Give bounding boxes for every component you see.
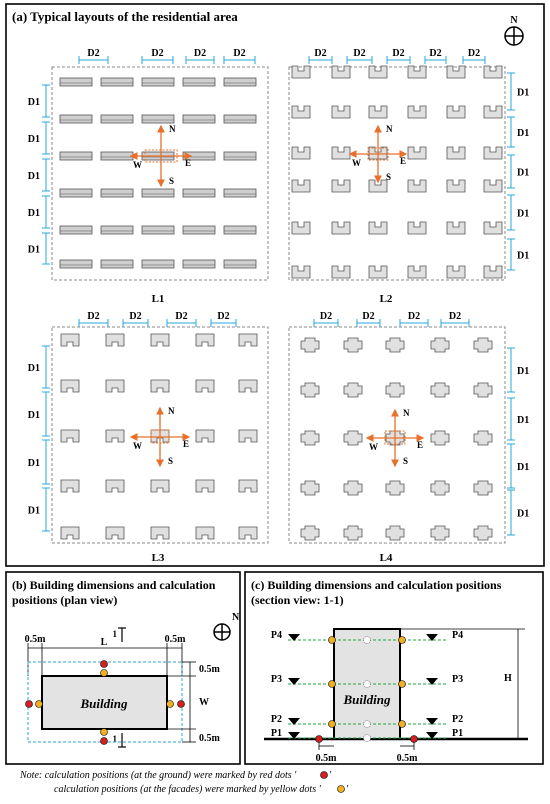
- d2-label: D2: [362, 311, 375, 322]
- direction-label: N: [169, 124, 176, 134]
- level-label: P2: [270, 714, 282, 725]
- slab-building: [60, 78, 92, 86]
- north-compass-icon: [505, 15, 523, 45]
- cross-building: [301, 338, 319, 352]
- layout-label: L3: [151, 552, 165, 564]
- block-building: [292, 106, 310, 118]
- section-mark-icon: [113, 628, 127, 642]
- ground-point-red: [411, 736, 418, 743]
- slab-building: [142, 189, 174, 197]
- block-building: [484, 66, 502, 78]
- d1-label: D1: [27, 363, 40, 374]
- panel-a-title: (a) Typical layouts of the residential area: [12, 9, 238, 24]
- block-building: [408, 66, 426, 78]
- block-building: [484, 266, 502, 278]
- width-label: W: [199, 697, 209, 708]
- ground-point-red: [178, 701, 185, 708]
- block-building: [447, 147, 465, 159]
- slab-building: [224, 189, 256, 197]
- block-building: [292, 222, 310, 234]
- direction-label: W: [133, 160, 142, 170]
- direction-label: N: [386, 124, 393, 134]
- block-building: [484, 147, 502, 159]
- note-line-2: calculation positions (at the facades) were marked by yellow dots ': [54, 784, 321, 795]
- slab-building: [101, 260, 133, 268]
- block-building: [332, 180, 350, 192]
- block-building: [292, 266, 310, 278]
- direction-label: E: [417, 440, 424, 450]
- block-building: [332, 106, 350, 118]
- level-label: P1: [270, 728, 282, 739]
- block-building: [447, 266, 465, 278]
- slab-building: [142, 260, 174, 268]
- d1-label: D1: [27, 410, 40, 421]
- north-label: N: [232, 612, 240, 623]
- d2-label: D2: [129, 311, 142, 322]
- u-building: [196, 334, 214, 346]
- d1-label: D1: [517, 208, 530, 220]
- panel-a-frame: [6, 4, 544, 566]
- cross-building: [431, 383, 449, 397]
- u-building: [106, 430, 124, 442]
- block-building: [408, 266, 426, 278]
- level-marker-icon: [426, 718, 438, 725]
- slab-building: [60, 226, 92, 234]
- direction-label: E: [183, 439, 190, 449]
- slab-building: [101, 152, 133, 160]
- slab-building: [60, 189, 92, 197]
- facade-point-yellow: [329, 721, 336, 728]
- d2-label: D2: [448, 311, 462, 322]
- slab-building: [101, 226, 133, 234]
- level-label: P3: [270, 674, 282, 685]
- block-building: [447, 180, 465, 192]
- u-building: [151, 380, 169, 392]
- layout-label: L4: [379, 552, 393, 564]
- u-building: [61, 527, 79, 539]
- d2-label: D2: [429, 48, 442, 59]
- note-line-2-end: ': [346, 784, 349, 795]
- u-building: [239, 430, 257, 442]
- block-building: [332, 147, 350, 159]
- slab-building: [183, 226, 215, 234]
- slab-building: [60, 260, 92, 268]
- d2-label: D2: [87, 311, 100, 322]
- d2-label: D2: [217, 311, 230, 322]
- direction-label: N: [403, 408, 410, 418]
- u-building: [151, 334, 169, 346]
- yellow-dot-legend-icon: [338, 786, 345, 793]
- cross-building: [344, 481, 362, 495]
- d2-label: D2: [353, 48, 366, 59]
- d1-label: D1: [27, 458, 40, 469]
- note-line-1-end: ': [329, 770, 332, 781]
- cross-building: [386, 481, 404, 495]
- facade-point-yellow: [399, 681, 406, 688]
- cross-building: [344, 383, 362, 397]
- offset-label: 0.5m: [199, 664, 220, 675]
- slab-building: [142, 226, 174, 234]
- u-building: [61, 380, 79, 392]
- d1-label: D1: [27, 97, 40, 108]
- facade-point-yellow: [101, 670, 108, 677]
- panel-c-title-2: (section view: 1-1): [251, 593, 344, 607]
- block-building: [408, 106, 426, 118]
- cross-building: [474, 481, 492, 495]
- layout-label: L1: [151, 293, 165, 305]
- level-label: P3: [452, 674, 464, 685]
- cross-building: [474, 526, 492, 540]
- block-building: [292, 147, 310, 159]
- d2-label: D2: [193, 48, 207, 59]
- direction-label: W: [369, 442, 378, 452]
- block-building: [332, 266, 350, 278]
- block-building: [292, 180, 310, 192]
- u-building: [239, 480, 257, 492]
- d1-label: D1: [517, 87, 530, 99]
- cross-building: [301, 431, 319, 445]
- offset-label: 0.5m: [164, 634, 186, 645]
- u-building: [196, 430, 214, 442]
- d1-label: D1: [27, 171, 40, 182]
- d2-label: D2: [233, 48, 246, 59]
- cross-building: [431, 481, 449, 495]
- u-building: [106, 480, 124, 492]
- layouts-group: [52, 66, 505, 564]
- cross-building: [301, 481, 319, 495]
- note-line-1: Note: calculation positions (at the ground) were marked by red dots ': [20, 770, 297, 781]
- block-building: [369, 106, 387, 118]
- direction-label: N: [168, 406, 175, 416]
- u-building: [151, 480, 169, 492]
- d1-label: D1: [517, 366, 530, 377]
- facade-point-yellow: [329, 637, 336, 644]
- cross-building: [386, 526, 404, 540]
- building-label: Building: [343, 692, 391, 707]
- level-label: P2: [452, 714, 464, 725]
- slab-building: [60, 152, 92, 160]
- direction-label: E: [400, 156, 407, 166]
- interior-point: [364, 721, 371, 728]
- block-building: [447, 106, 465, 118]
- slab-building: [183, 78, 215, 86]
- slab-building: [224, 115, 256, 123]
- north-label: N: [510, 15, 518, 26]
- section-label: 1: [112, 734, 117, 744]
- cross-building: [431, 526, 449, 540]
- d2-label: D2: [319, 311, 333, 322]
- layout-l1: [52, 67, 268, 305]
- cross-building: [386, 338, 404, 352]
- d1-label: D1: [517, 167, 530, 179]
- level-label: P4: [270, 630, 282, 641]
- level-label: P4: [452, 630, 464, 641]
- slab-building: [142, 78, 174, 86]
- d2-label: D2: [407, 311, 421, 322]
- facade-point-yellow: [101, 729, 108, 736]
- cross-building: [301, 526, 319, 540]
- offset-label: 0.5m: [24, 634, 46, 645]
- block-building: [484, 222, 502, 234]
- cross-building: [301, 383, 319, 397]
- ground-point-red: [101, 738, 108, 745]
- block-building: [332, 222, 350, 234]
- direction-label: S: [403, 456, 409, 466]
- slab-building: [183, 115, 215, 123]
- cross-building: [344, 526, 362, 540]
- north-compass-icon: [214, 612, 240, 640]
- panel-c-title-1: (c) Building dimensions and calculation positions: [251, 578, 502, 592]
- block-building: [484, 106, 502, 118]
- slab-building: [183, 189, 215, 197]
- d1-label: D1: [27, 208, 40, 219]
- block-building: [369, 222, 387, 234]
- u-building: [239, 380, 257, 392]
- facade-point-yellow: [399, 637, 406, 644]
- cross-building: [474, 338, 492, 352]
- d2-label: D2: [175, 311, 188, 322]
- direction-label: W: [133, 441, 142, 451]
- panel-b-title-1: (b) Building dimensions and calculation: [12, 578, 216, 592]
- u-building: [106, 334, 124, 346]
- offset-label: 0.5m: [315, 753, 337, 764]
- slab-building: [101, 115, 133, 123]
- block-building: [408, 147, 426, 159]
- level-marker-icon: [426, 634, 438, 641]
- interior-point: [364, 735, 371, 742]
- block-building: [447, 66, 465, 78]
- cross-building: [431, 338, 449, 352]
- d1-label: D1: [517, 415, 530, 426]
- u-building: [106, 380, 124, 392]
- layout-boundary: [52, 67, 268, 280]
- d2-label: D2: [467, 48, 481, 59]
- u-building: [61, 480, 79, 492]
- facade-point-yellow: [167, 701, 174, 708]
- cross-building: [474, 431, 492, 445]
- slab-building: [224, 78, 256, 86]
- cross-building: [474, 383, 492, 397]
- block-building: [292, 66, 310, 78]
- d2-label: D2: [151, 48, 164, 59]
- u-building: [196, 480, 214, 492]
- direction-label: E: [185, 158, 192, 168]
- height-label: H: [504, 673, 512, 684]
- length-label: L: [100, 637, 108, 648]
- panel-b-title-2: positions (plan view): [12, 593, 118, 607]
- level-marker-icon: [426, 678, 438, 685]
- slab-building: [142, 115, 174, 123]
- building-label: Building: [80, 696, 128, 711]
- slab-building: [224, 260, 256, 268]
- d2-label: D2: [314, 48, 327, 59]
- slab-building: [224, 226, 256, 234]
- facade-point-yellow: [399, 721, 406, 728]
- slab-building: [60, 115, 92, 123]
- d1-label: D1: [517, 128, 530, 139]
- ground-point-red: [101, 661, 108, 668]
- layout-l2: [289, 66, 505, 305]
- u-building: [151, 527, 169, 539]
- facade-point-yellow: [36, 701, 43, 708]
- interior-point: [364, 637, 371, 644]
- direction-label: S: [386, 172, 392, 182]
- ground-point-red: [316, 736, 323, 743]
- layout-l4: [289, 327, 505, 564]
- cross-building: [344, 431, 362, 445]
- slab-building: [101, 189, 133, 197]
- direction-label: S: [169, 176, 175, 186]
- direction-label: W: [352, 158, 361, 168]
- offset-label: 0.5m: [396, 753, 418, 764]
- block-building: [447, 222, 465, 234]
- facade-point-yellow: [329, 681, 336, 688]
- slab-building: [183, 260, 215, 268]
- u-building: [61, 430, 79, 442]
- block-building: [369, 66, 387, 78]
- block-building: [332, 66, 350, 78]
- u-building: [239, 334, 257, 346]
- d1-label: D1: [517, 250, 530, 262]
- d2-label: D2: [87, 48, 100, 59]
- u-building: [196, 380, 214, 392]
- direction-label: S: [168, 456, 174, 466]
- layout-boundary: [289, 67, 505, 280]
- u-building: [239, 527, 257, 539]
- d1-label: D1: [517, 462, 530, 473]
- u-building: [106, 527, 124, 539]
- block-building: [408, 222, 426, 234]
- interior-point: [364, 681, 371, 688]
- offset-label: 0.5m: [199, 733, 220, 744]
- section-mark-icon: [113, 733, 127, 747]
- level-label: P1: [452, 728, 464, 739]
- block-building: [408, 180, 426, 192]
- section-label: 1: [112, 629, 117, 639]
- cross-building: [386, 383, 404, 397]
- d1-label: D1: [517, 508, 530, 520]
- d1-label: D1: [27, 244, 40, 256]
- u-building: [196, 527, 214, 539]
- ground-point-red: [26, 701, 33, 708]
- cross-building: [344, 338, 362, 352]
- red-dot-legend-icon: [321, 772, 328, 779]
- block-building: [484, 180, 502, 192]
- layout-label: L2: [379, 293, 393, 305]
- d1-label: D1: [27, 134, 40, 145]
- block-building: [369, 266, 387, 278]
- slab-building: [101, 78, 133, 86]
- d2-label: D2: [392, 48, 405, 59]
- d1-label: D1: [27, 505, 40, 517]
- u-building: [61, 334, 79, 346]
- slab-building: [224, 152, 256, 160]
- cross-building: [431, 431, 449, 445]
